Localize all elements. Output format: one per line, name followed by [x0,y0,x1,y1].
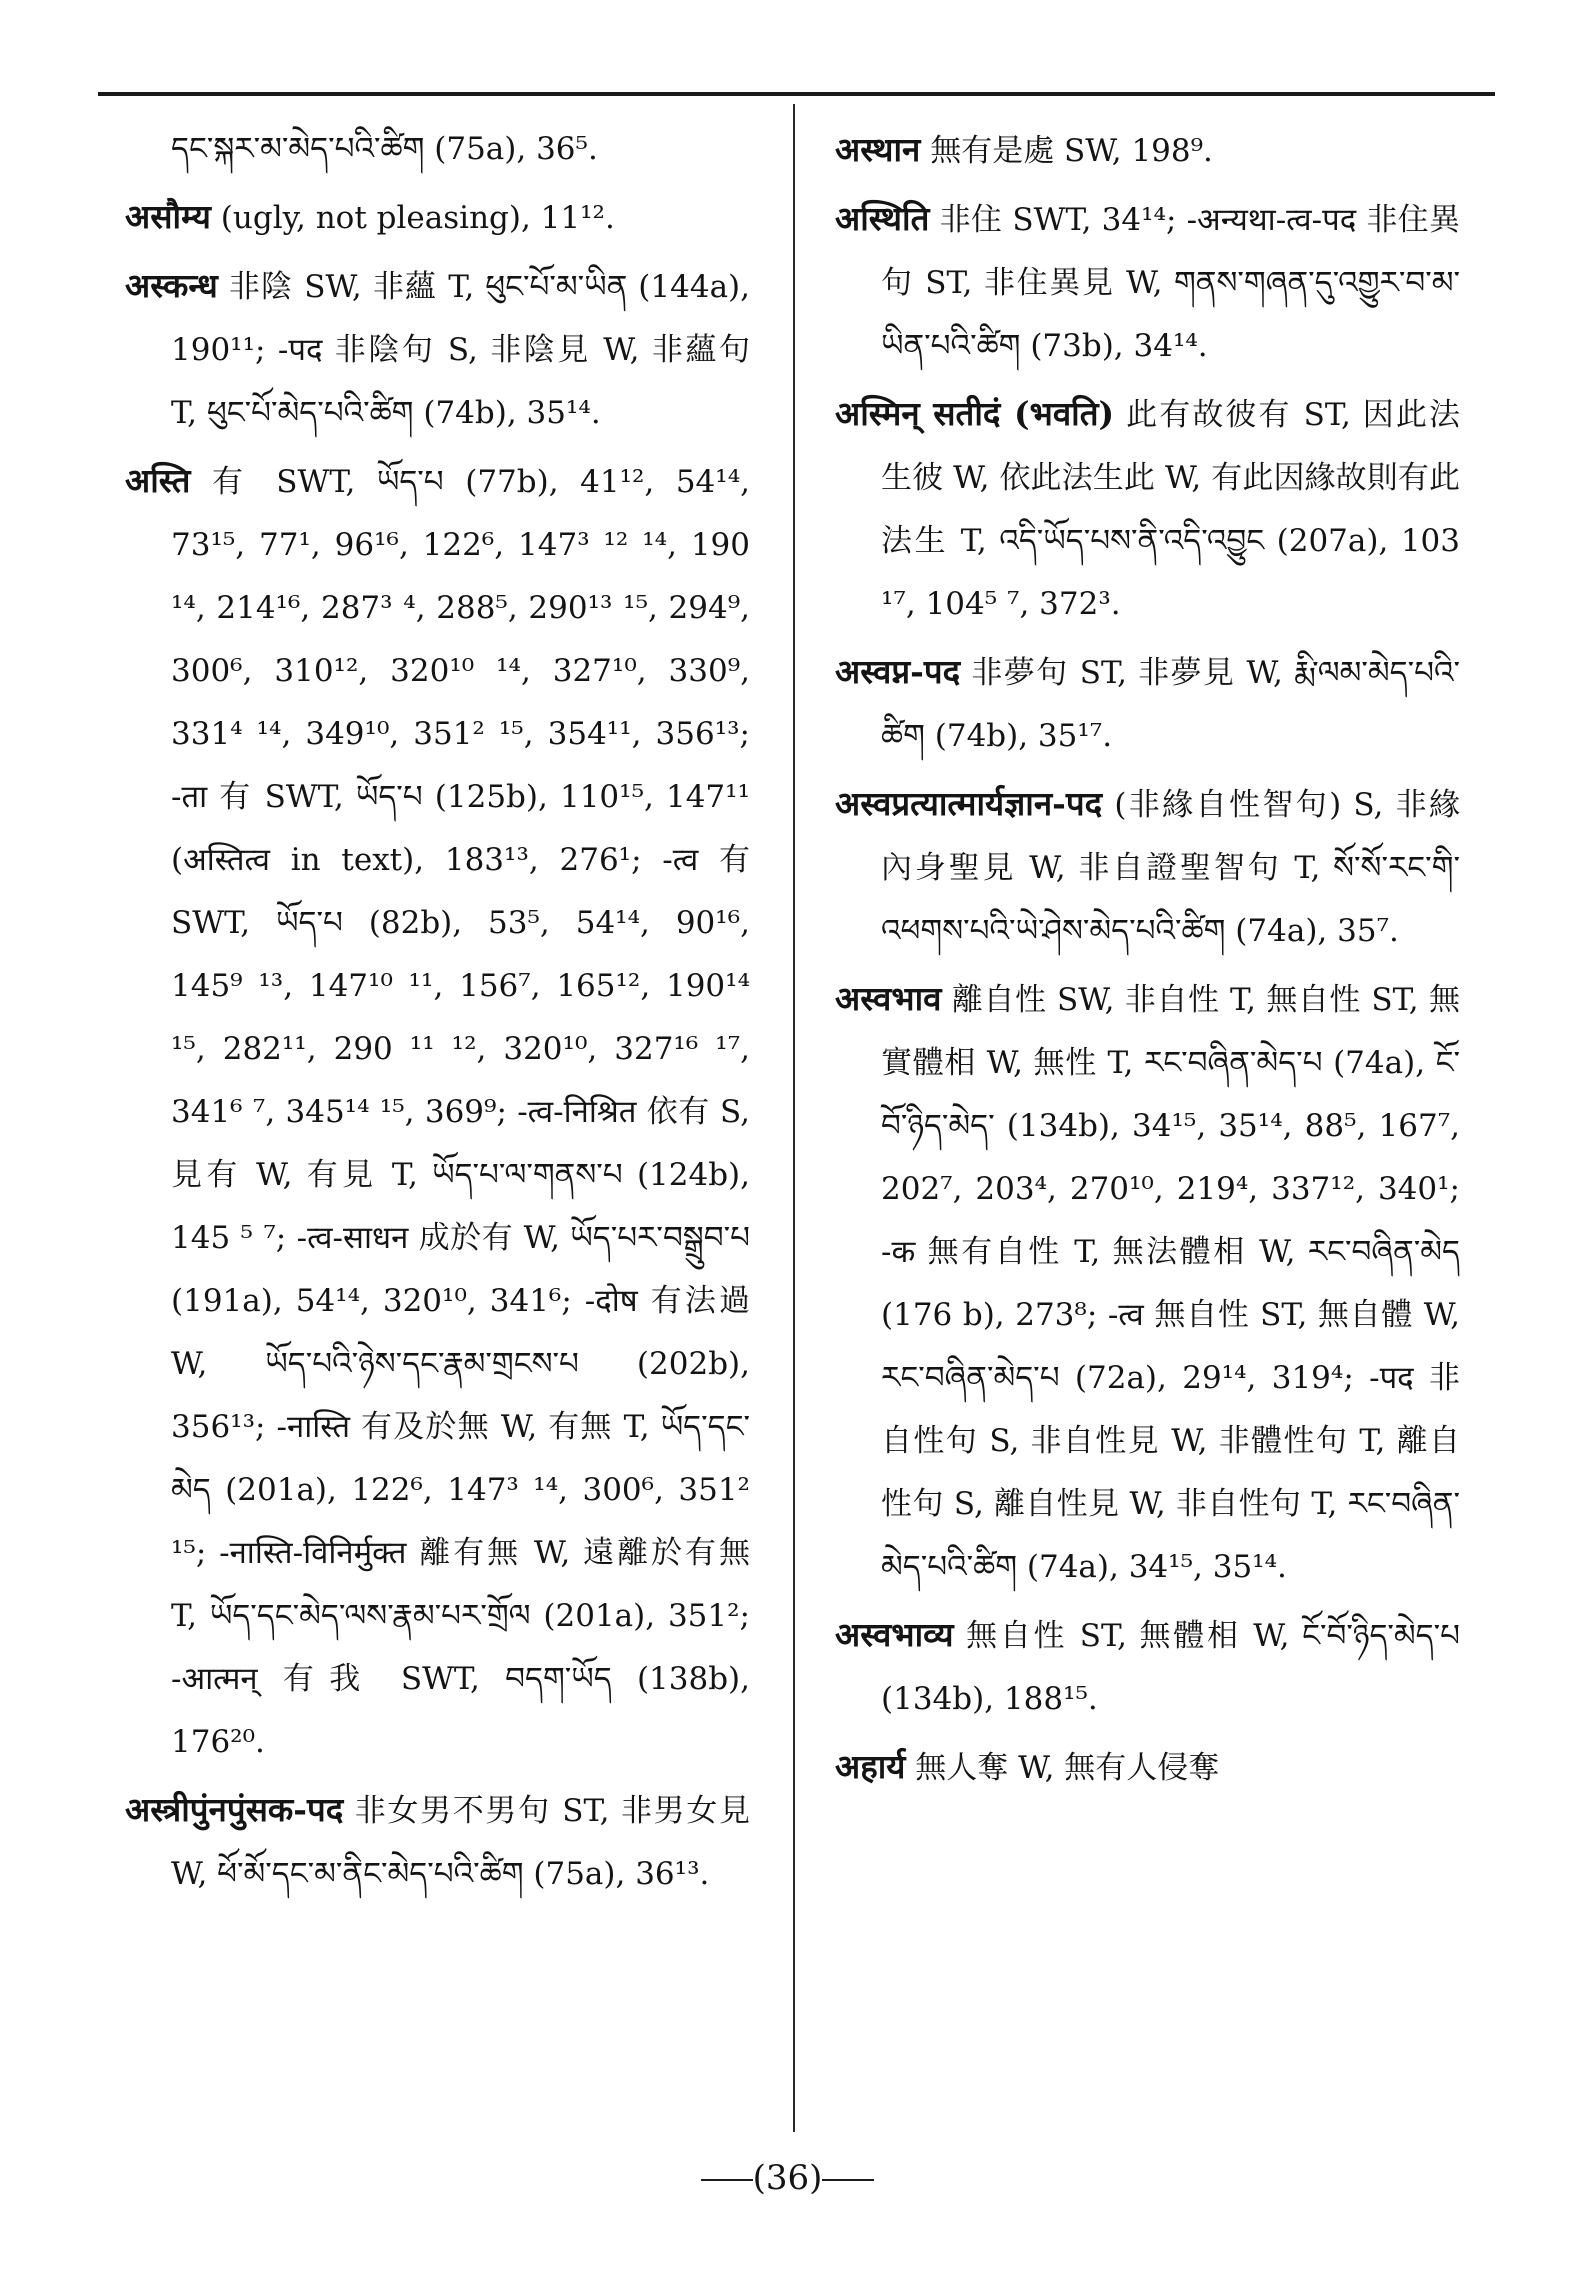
top-rule [98,92,1495,96]
entry-headword: अस्वप्रत्यात्मार्यज्ञान-पद [835,784,1103,823]
right-column [835,118,1460,2108]
dictionary-entry [125,1778,750,1906]
entry-headword: अस्थान [835,130,921,169]
entry-text: 非夢句 ST, 非夢見 W, རྨི་ལམ་མེད་པའི་ཚིག (74b), 35¹⁷. [881,655,1460,754]
dictionary-entry [835,118,1460,183]
entry-text: (ugly, not pleasing), 11¹². [210,200,615,236]
entry-text: 非女男不男句 ST, 非男女見 W, ཕོ་མོ་དང་མ་ནིང་མེད་པའི་ཚིག (75a), 36¹³. [171,1793,750,1892]
dictionary-entry [125,118,750,181]
dictionary-entry [835,1735,1460,1800]
dictionary-entry [835,967,1460,1599]
entry-text: 非住 SWT, 34¹⁴; -अन्यथा-त्व-पद 非住異句 ST, 非住異見 W, གནས་གཞན་དུ་འགྱུར་བ་མ་ཡིན་པའི་ཚིག (73b), 34¹⁴. [881,202,1460,364]
entry-headword: अस्वभाव [835,979,942,1018]
entry-text: 無人奪 W, 無有人侵奪 [905,1750,1220,1786]
entry-text: 無自性 ST, 無體相 W, ངོ་བོ་ཉིད་མེད་པ (134b), 188¹⁵. [881,1618,1460,1717]
entry-headword: अस्मिन् सतीदं (भवति) [835,394,1115,433]
entry-headword: अहार्य [835,1747,906,1786]
dictionary-entry [125,449,750,1774]
entry-headword: असौम्य [125,197,211,236]
page-number-value: 36 [765,2158,810,2198]
entry-text: 無有是處 SW, 198⁹. [920,133,1213,169]
entry-headword: अस्वप्न-पद [835,652,961,691]
entry-text: 此有故彼有 ST, 因此法生彼 W, 依此法生此 W, 有此因緣故則有此法生 T, འདི་ཡོད་པས་ནི་འདི་འབྱུང (207a), 103 ¹⁷, 104⁵ ⁷, 372³. [881,397,1460,622]
column-divider [793,104,795,2132]
dictionary-entry [835,187,1460,378]
entry-headword: अस्वभाव्य [835,1615,954,1654]
entry-headword: अस्ति [125,461,191,500]
dictionary-entry [835,382,1460,636]
entry-headword: अस्त्रीपुंनपुंसक-पद [125,1790,344,1829]
dictionary-entry [835,772,1460,963]
entry-text: (非緣自性智句) S, 非緣內身聖見 W, 非自證聖智句 T, སོ་སོ་རང་གི་འཕགས་པའི་ཡེ་ཤེས་མེད་པའི་ཚིག (74a), 35⁷. [881,787,1460,949]
left-column [125,118,750,2108]
dictionary-entry [125,185,750,250]
entry-text: 有 SWT, ཡོད་པ (77b), 41¹², 54¹⁴, 73¹⁵, 77¹, 96¹⁶, 122⁶, 147³ ¹² ¹⁴, 190 ¹⁴, 214¹⁶, 287³ ⁴, 288⁵, 290¹³ ¹⁵, 294⁹, 300⁶, 310¹², 320¹⁰ ¹⁴, 327¹⁰, 330⁹, 331⁴ ¹⁴, 349¹⁰, 351² ¹⁵, 354¹¹, 356¹³; -ता 有 SWT, ཡོད་པ (125b), 110¹⁵, 147¹¹ (अस्तित्व in text), 183¹³, 276¹; -त्व 有 SWT, ཡོད་པ (82b), 53⁵, 54¹⁴, 90¹⁶, 145⁹ ¹³, 147¹⁰ ¹¹, 156⁷, 165¹², 190¹⁴ ¹⁵, 282¹¹, 290 ¹¹ ¹², 320¹⁰, 327¹⁶ ¹⁷, 341⁶ ⁷, 345¹⁴ ¹⁵, 369⁹; -त्व-निश्रित 依有 S, 見有 W, 有見 T, ཡོད་པ་ལ་གནས་པ (124b), 145 ⁵ ⁷; -त्व-साधन 成於有 W, ཡོད་པར་བསྒྲུབ་པ (191a), 54¹⁴, 320¹⁰, 341⁶; -दोष 有法過 W, ཡོད་པའི་ཉེས་དང་རྣམ་གྲངས་པ (202b), 356¹³; -नास्ति 有及於無 W, 有無 T, ཡོད་དང་མེད (201a), 122⁶, 147³ ¹⁴, 300⁶, 351² ¹⁵; -नास्ति-विनिर्मुक्त 離有無 W, 遠離於有無 T, ཡོད་དང་མེད་ལས་རྣམ་པར་གྲོལ (201a), 351²; -आत्मन् 有我 SWT, བདག་ཡོད (138b), 176²⁰. [171,464,750,1760]
dictionary-entry [835,1603,1460,1731]
dictionary-entry [125,254,750,445]
entry-text: དང་སྐར་མ་མེད་པའི་ཚིག (75a), 36⁵. [171,131,598,167]
page-number: (36) [0,2158,1575,2198]
entry-text: 離自性 SW, 非自性 T, 無自性 ST, 無實體相 W, 無性 T, རང་བཞིན་མེད་པ (74a), ངོ་བོ་ཉིད་མེད་ (134b), 34¹⁵, 35¹⁴, 88⁵, 167⁷, 202⁷, 203⁴, 270¹⁰, 219⁴, 337¹², 340¹; -क 無有自性 T, 無法體相 W, རང་བཞིན་མེད (176 b), 273⁸; -त्व 無自性 ST, 無自體 W, རང་བཞིན་མེད་པ (72a), 29¹⁴, 319⁴; -पद 非自性句 S, 非自性見 W, 非體性句 T, 離自性句 S, 離自性見 W, 非自性句 T, རང་བཞིན་མེད་པའི་ཚིག (74a), 34¹⁵, 35¹⁴. [881,982,1460,1585]
page-number-dash-left [701,2179,753,2181]
entry-text: 非陰 SW, 非蘊 T, ཕུང་པོ་མ་ཡིན (144a), 190¹¹; -पद 非陰句 S, 非陰見 W, 非蘊句 T, ཕུང་པོ་མེད་པའི་ཚིག (74b), 35¹⁴. [171,269,750,431]
entry-headword: अस्कन्ध [125,266,218,305]
entry-headword: अस्थिति [835,199,930,238]
page-number-dash-right [822,2179,874,2181]
dictionary-entry [835,640,1460,768]
